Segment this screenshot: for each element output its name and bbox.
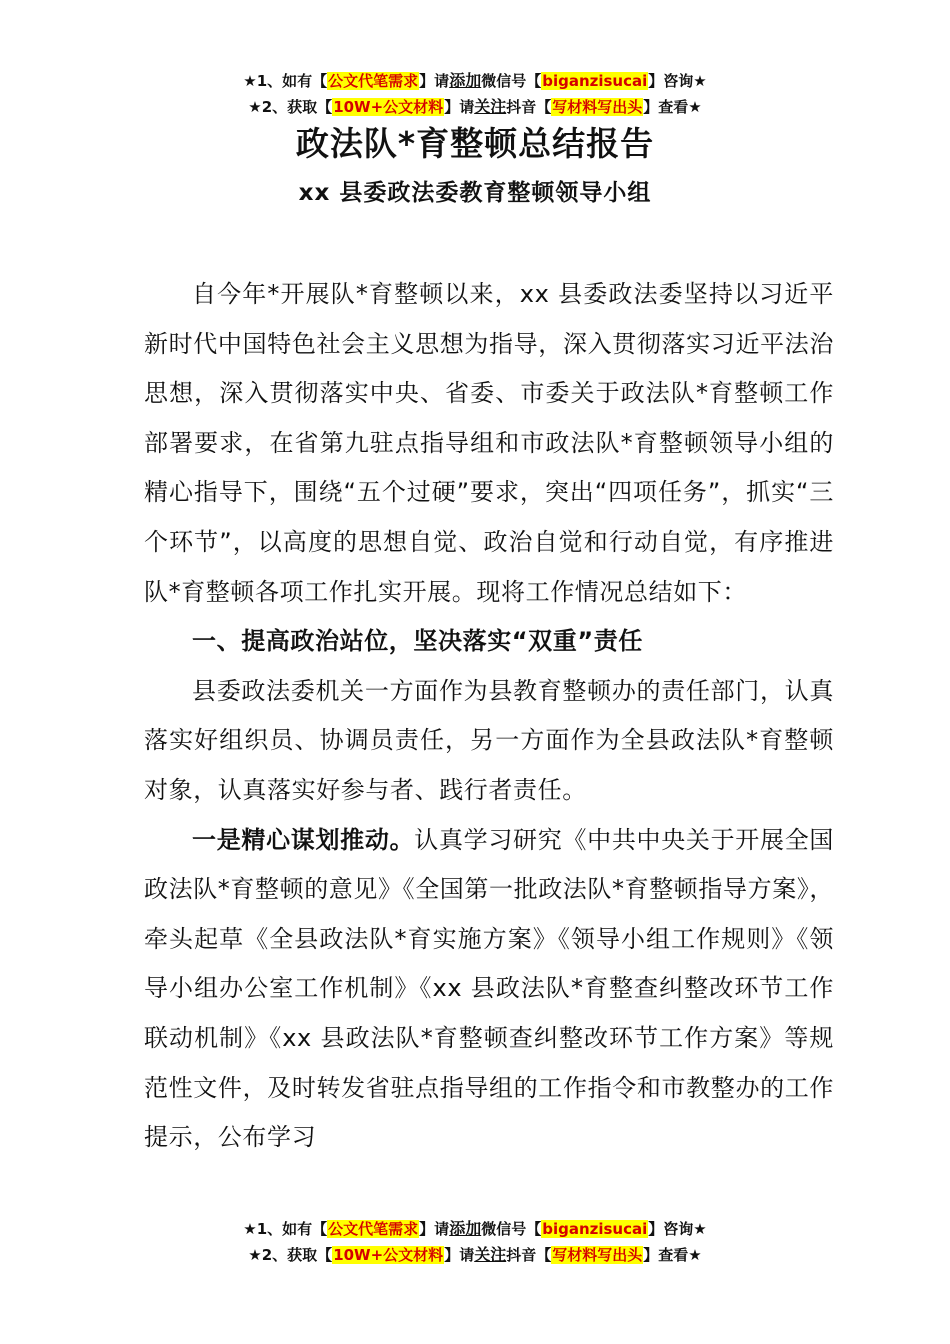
ad-highlight: 写材料写出头 — [552, 1246, 643, 1264]
ad-highlight: 公文代笔需求 — [328, 72, 419, 90]
ad-text: 微信号【 — [481, 1220, 542, 1238]
ad-text: 微信号【 — [481, 72, 542, 90]
header-ad-banner — [0, 68, 950, 120]
paragraph-text: 认真学习研究《中共中央关于开展全国政法队*育整顿的意见》《全国第一批政法队*育整顿指导方案》，牵头起草《全县政法队*育实施方案》《领导小组工作规则》《领导小组办公室工作机制》《xx 县政法队*育整查纠整改环节工作联动机制》《xx 县政法队*育整顿查纠整改环节工作方案》等规范性文件，及时转发省驻点指导组的工作指令和市教整办的工作提示，公布学习 — [144, 825, 834, 1152]
ad-underlined: 关注 — [474, 1245, 507, 1264]
ad-line-2 — [0, 94, 950, 120]
ad-highlight: 10W+公文材料 — [333, 1246, 444, 1264]
paragraph-intro: 自今年*开展队*育整顿以来，xx 县委政法委坚持以习近平新时代中国特色社会主义思想为指导，深入贯彻落实习近平法治思想，深入贯彻落实中央、省委、市委关于政法队*育整顿工作部署要求，在省第九驻点指导组和市政法队*育整顿领导小组的精心指导下，围绕“五个过硬”要求，突出“四项任务”，抓实“三个环节”，以高度的思想自觉、政治自觉和行动自觉，有序推进队*育整顿各项工作扎实开展。现将工作情况总结如下： — [144, 280, 834, 606]
document-title: 政法队*育整顿总结报告 — [295, 124, 655, 163]
paragraph-lead: 一是精心谋划推动。 — [192, 825, 415, 854]
section-heading: 一、提高政治站位，坚决落实“双重”责任 — [192, 627, 643, 656]
ad-highlight: biganzisucai — [542, 72, 648, 90]
document-subtitle: xx 县委政法委教育整顿领导小组 — [298, 180, 652, 206]
ad-highlight: 10W+公文材料 — [333, 98, 444, 116]
footer-ad-banner — [0, 1216, 950, 1268]
ad-underlined: 添加 — [449, 71, 482, 90]
ad-text: 】查看★ — [643, 1246, 702, 1264]
ad-text: ★1、如有【 — [243, 1220, 328, 1238]
ad-underlined: 关注 — [474, 97, 507, 116]
ad-text: 】请 — [419, 1220, 450, 1238]
ad-text: 】咨询★ — [648, 1220, 707, 1238]
ad-text: ★1、如有【 — [243, 72, 328, 90]
ad-underlined: 添加 — [449, 1219, 482, 1238]
ad-highlight: biganzisucai — [542, 1220, 648, 1238]
paragraph: 县委政法委机关一方面作为县教育整顿办的责任部门，认真落实好组织员、协调员责任，另一方面作为全县政法队*育整顿对象，认真落实好参与者、践行者责任。 — [144, 676, 834, 804]
ad-text: ★2、获取【 — [248, 98, 333, 116]
ad-text: 】查看★ — [643, 98, 702, 116]
paragraph — [144, 816, 834, 1163]
ad-text: 】请 — [419, 72, 450, 90]
ad-text: 】请 — [444, 1246, 475, 1264]
ad-line-2 — [0, 1242, 950, 1268]
ad-text: 抖音【 — [506, 1246, 552, 1264]
ad-text: 抖音【 — [506, 98, 552, 116]
document-body — [144, 270, 834, 1163]
ad-line-1 — [0, 68, 950, 94]
ad-text: 】咨询★ — [648, 72, 707, 90]
ad-text: 】请 — [444, 98, 475, 116]
ad-text: ★2、获取【 — [248, 1246, 333, 1264]
ad-highlight: 写材料写出头 — [552, 98, 643, 116]
ad-highlight: 公文代笔需求 — [328, 1220, 419, 1238]
ad-line-1 — [0, 1216, 950, 1242]
